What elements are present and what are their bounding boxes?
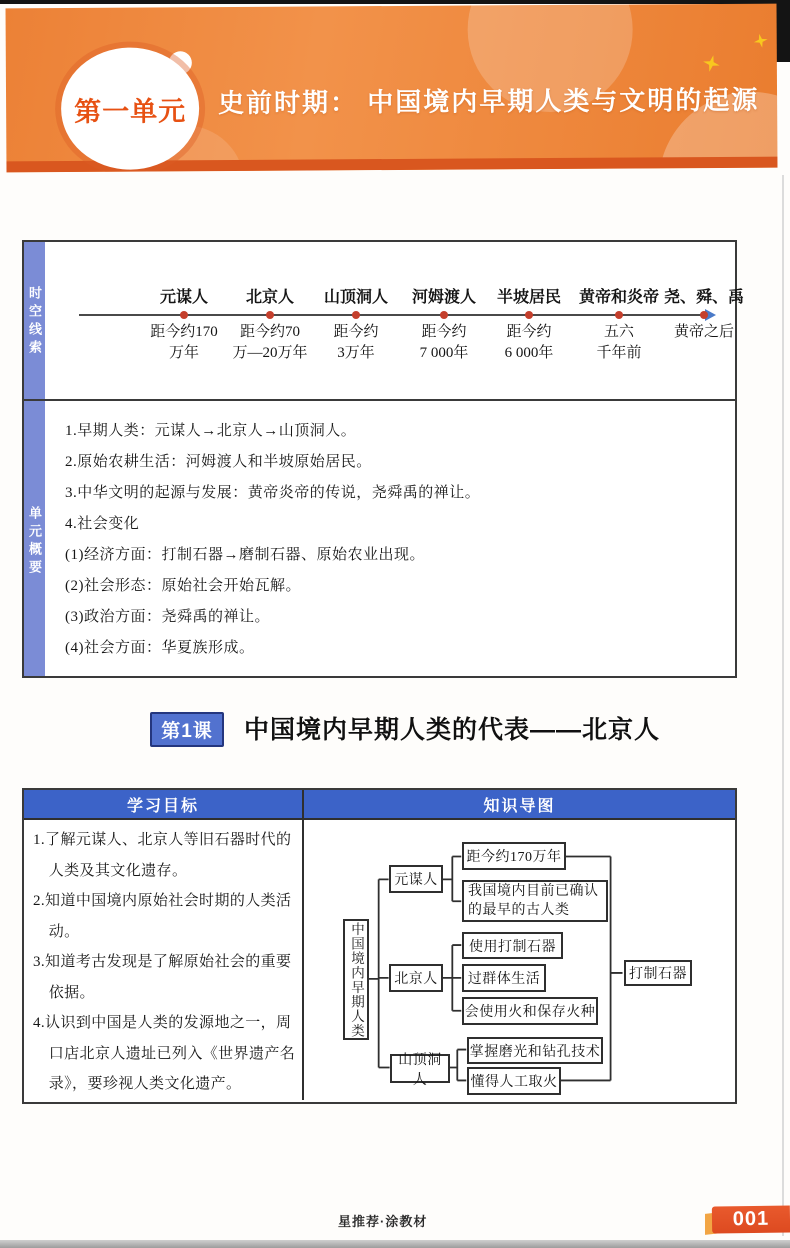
star-icon xyxy=(701,53,722,74)
unit-title: 史前时期： 中国境内早期人类与文明的起源 xyxy=(217,84,760,119)
summary-line: 3.中华文明的起源与发展：黄帝炎帝的传说，尧舜禹的禅让。 xyxy=(65,485,481,501)
unit-overview-box xyxy=(22,240,744,678)
summary-line: 4.社会变化 xyxy=(65,516,140,532)
page-number: 001 xyxy=(732,1207,770,1231)
lesson-heading xyxy=(0,711,790,749)
timeline-dot xyxy=(266,311,274,319)
star-icon xyxy=(752,32,769,49)
timeline-item-name: 山顶洞人 xyxy=(323,289,388,306)
mindmap-header: 知识导图 xyxy=(483,797,556,815)
timeline-dot xyxy=(180,311,188,319)
mindmap-leaf-node: 懂得人工取火 xyxy=(467,1067,561,1095)
timeline-dot xyxy=(700,311,708,319)
summary-line: (1)经济方面：打制石器→磨制石器、原始农业出现。 xyxy=(65,547,425,563)
page-edge-line xyxy=(782,175,784,1236)
objective-item: 2.知道中国境内原始社会时期的人类活动。 xyxy=(33,893,292,940)
timeline-item-desc: 万年 xyxy=(168,345,199,361)
timeline-item-name: 黄帝和炎帝 xyxy=(578,289,659,306)
mindmap-leaf-node: 过群体生活 xyxy=(462,964,546,992)
page-number-badge xyxy=(712,1205,790,1233)
lesson-number-badge: 第1课 xyxy=(150,712,224,747)
timeline-dot xyxy=(525,311,533,319)
mindmap-leaf-node: 距今约170万年 xyxy=(462,842,566,870)
summary-line: 2.原始农耕生活：河姆渡人和半坡原始居民。 xyxy=(65,454,372,470)
summary-line: (2)社会形态：原始社会开始瓦解。 xyxy=(65,578,301,594)
summary-line: (3)政治方面：尧舜禹的禅让。 xyxy=(65,609,270,625)
learning-objectives xyxy=(24,820,304,1100)
mindmap-branch-node: 北京人 xyxy=(389,964,443,992)
scan-edge-bottom xyxy=(0,1240,790,1248)
mindmap-root-node: 中国境内早期人类 xyxy=(343,919,369,1040)
lesson-panel xyxy=(22,788,737,1104)
mindmap-branch-node: 山顶洞人 xyxy=(390,1054,450,1083)
timeline-item-desc: 距今约 xyxy=(421,324,467,340)
timeline-item-name: 尧、舜、禹 xyxy=(663,289,744,306)
mindmap-branch-node: 元谋人 xyxy=(389,865,443,893)
objective-item: 3.知道考古发现是了解原始社会的重要依据。 xyxy=(33,954,292,1001)
timeline-dot xyxy=(440,311,448,319)
objective-item: 4.认识到中国是人类的发源地之一，周口店北京人遗址已列入《世界遗产名录》，要珍视人类文化遗产。 xyxy=(33,1015,296,1092)
timeline-item-name: 元谋人 xyxy=(159,289,208,306)
objectives-header: 学习目标 xyxy=(24,790,304,818)
timeline-item-desc: 黄帝之后 xyxy=(673,324,734,340)
timeline-item-name: 半坡居民 xyxy=(496,289,561,306)
timeline-item-desc: 五六 xyxy=(603,324,634,340)
footer-brand: 星推荐·涂教材 xyxy=(338,1214,428,1229)
summary-line: (4)社会方面：华夏族形成。 xyxy=(65,640,255,656)
mindmap-leaf-node: 掌握磨光和钻孔技术 xyxy=(467,1037,603,1064)
timeline-dot xyxy=(615,311,623,319)
timeline-dot xyxy=(352,311,360,319)
timeline-item-name: 河姆渡人 xyxy=(411,289,476,306)
timeline-sidebar-label: 时空线索 xyxy=(27,286,42,358)
timeline-item-desc: 距今约170 xyxy=(150,324,218,340)
mindmap-leaf-node: 我国境内目前已确认的最早的古人类 xyxy=(462,880,608,922)
timeline-item-desc: 万—20万年 xyxy=(232,345,308,361)
mindmap-leaf-node: 会使用火和保存火种 xyxy=(462,997,598,1025)
lesson-title: 中国境内早期人类的代表——北京人 xyxy=(244,716,661,744)
timeline-item-desc: 6 000年 xyxy=(504,345,554,361)
unit-number-label: 第一单元 xyxy=(74,95,187,127)
unit-banner xyxy=(6,4,778,173)
timeline-item-desc: 距今约70 xyxy=(239,324,300,340)
timeline-item-desc: 千年前 xyxy=(596,345,642,361)
timeline-item-desc: 距今约 xyxy=(506,324,552,340)
summary-line: 1.早期人类：元谋人→北京人→山顶洞人。 xyxy=(65,423,357,439)
panel-body xyxy=(24,820,735,1100)
objective-item: 1.了解元谋人、北京人等旧石器时代的人类及其文化遗存。 xyxy=(33,832,292,879)
mindmap-side-node: 打制石器 xyxy=(624,960,692,986)
summary-sidebar-label: 单元概要 xyxy=(27,506,42,578)
knowledge-mindmap xyxy=(306,820,735,1100)
panel-header xyxy=(24,790,735,820)
mindmap-leaf-node: 使用打制石器 xyxy=(462,932,563,959)
timeline-item-desc: 3万年 xyxy=(337,345,375,361)
timeline-item-name: 北京人 xyxy=(245,289,294,306)
unit-number-badge xyxy=(61,47,200,170)
unit-summary xyxy=(45,399,735,676)
timeline xyxy=(45,242,744,399)
timeline-axis xyxy=(79,314,707,316)
timeline-item-desc: 7 000年 xyxy=(419,345,469,361)
timeline-item-desc: 距今约 xyxy=(333,324,379,340)
